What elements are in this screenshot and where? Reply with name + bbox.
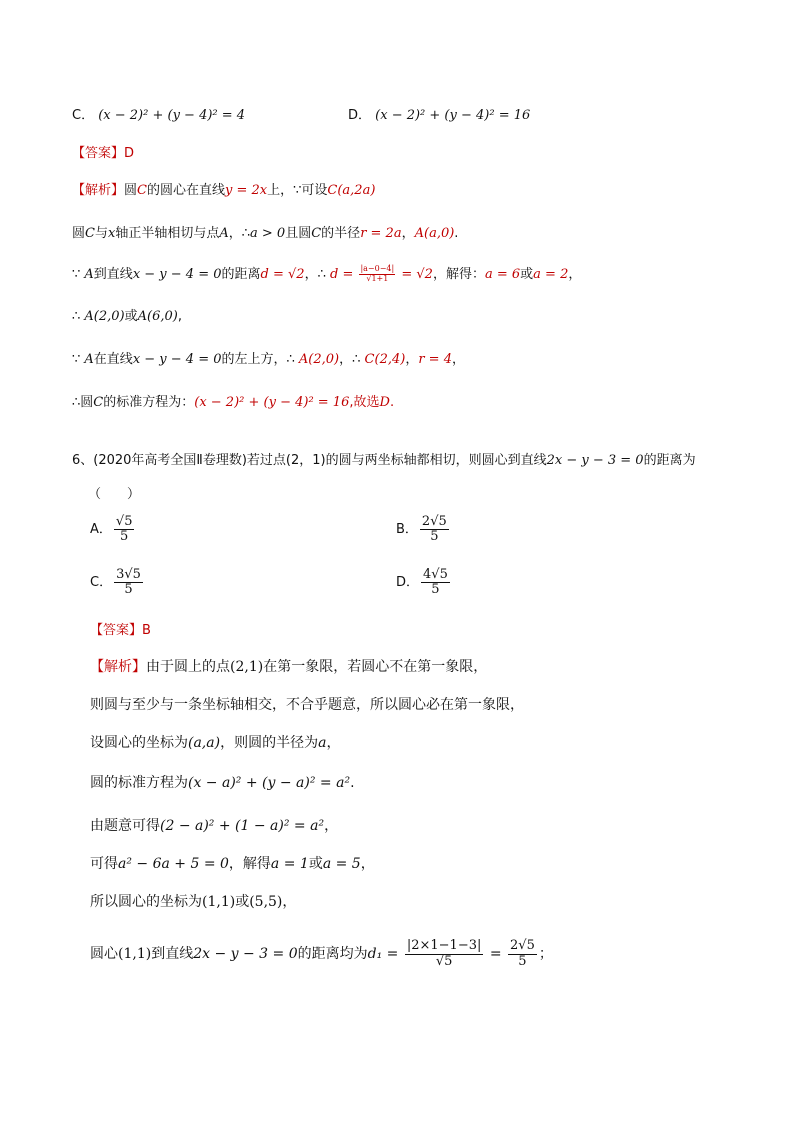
- math: d = √2: [260, 266, 305, 282]
- text: 与: [94, 226, 108, 241]
- question-6-paren: （ ）: [88, 487, 141, 502]
- option-fraction: [114, 515, 135, 545]
- text: ，: [326, 735, 341, 751]
- q6-solution-line-2: 则圆与至少与一条坐标轴相交，不合乎题意，所以圆心必在第一象限，: [90, 697, 524, 713]
- math: C: [93, 395, 104, 410]
- q6-solution-line-4: [90, 774, 355, 792]
- math: a = 6: [484, 266, 521, 282]
- math: a > 0: [250, 226, 286, 241]
- numerator: 3√5: [116, 566, 141, 582]
- q6-option-a: [90, 510, 136, 550]
- math: A(2,0): [84, 309, 125, 324]
- q6-solution-line-1: [90, 658, 487, 676]
- numerator: |2×1−1−3|: [406, 938, 482, 954]
- text: ∵: [72, 266, 85, 282]
- answer-tag: 【答案】: [90, 623, 143, 638]
- prev-solution-line-3: [72, 265, 581, 284]
- math: (5,5): [249, 894, 283, 910]
- denominator: 5: [431, 582, 440, 597]
- math: (2 − a)² + (1 − a)² = a²: [160, 818, 325, 834]
- math: a = 1: [270, 856, 309, 872]
- text: 上，∵可设: [267, 183, 328, 198]
- math: a² − 6a + 5 = 0: [118, 856, 229, 872]
- option-label: A．: [90, 522, 112, 537]
- option-label: C．: [90, 575, 113, 590]
- text: ∴圆: [72, 395, 94, 410]
- prev-solution-line-1: [72, 182, 375, 200]
- text: .: [350, 775, 355, 791]
- math: A: [219, 226, 229, 241]
- text: 的半径: [321, 226, 361, 241]
- text: 可得: [90, 856, 118, 872]
- math: D: [379, 395, 390, 410]
- text: 设圆心的坐标为: [90, 735, 188, 751]
- math: d₁ =: [367, 946, 403, 962]
- denominator: 5: [124, 582, 133, 597]
- text: 由于圆上的点: [146, 659, 230, 675]
- prev-answer: [72, 145, 134, 163]
- q6-option-d: [396, 563, 452, 603]
- denominator: 5: [518, 953, 527, 969]
- option-c-expression: (x − 2)² + (y − 4)² = 4: [98, 108, 246, 123]
- solution-tag: 【解析】: [72, 183, 125, 198]
- math: a = 2: [533, 266, 569, 282]
- text: .: [454, 226, 459, 241]
- denominator: √5: [435, 953, 453, 969]
- q6-solution-line-5: [90, 817, 338, 835]
- option-fraction: [421, 568, 450, 598]
- math: A(a,0): [414, 226, 455, 241]
- text: .: [389, 395, 395, 410]
- option-label: D．: [396, 575, 420, 590]
- text: ，: [324, 818, 339, 834]
- text: 圆心: [90, 946, 118, 962]
- math: C(2,4): [364, 352, 406, 367]
- text: ，∴: [339, 352, 365, 367]
- text: 的圆心在直线: [146, 183, 225, 198]
- math: (1,1): [118, 946, 152, 962]
- text: 所以圆心的坐标为: [90, 894, 202, 910]
- math: r = 4: [418, 352, 452, 367]
- option-d: [348, 107, 530, 125]
- q6-option-c: [90, 563, 145, 603]
- math: C: [85, 226, 95, 241]
- answer-value: D: [124, 146, 135, 161]
- text: 在第一象限，若圆心不在第一象限，: [263, 659, 488, 675]
- text: 圆: [72, 226, 86, 241]
- stem-end: 的距离为: [643, 453, 696, 468]
- prev-solution-line-2: [72, 225, 458, 243]
- math: = √2: [397, 266, 433, 282]
- math: =: [485, 946, 507, 962]
- text: 且圆: [285, 226, 312, 241]
- math: a: [318, 735, 327, 751]
- q6-solution-line-8: [90, 930, 553, 978]
- math: (1,1): [202, 894, 236, 910]
- prev-solution-line-4: [72, 308, 182, 326]
- math: x: [107, 226, 116, 241]
- text: 圆的标准方程为: [90, 775, 188, 791]
- math: A(6,0): [137, 309, 178, 324]
- math: (a,a): [188, 735, 221, 751]
- math: C: [311, 226, 322, 241]
- math: (x − 2)² + (y − 4)² = 16: [194, 395, 350, 410]
- text: 或: [235, 894, 250, 910]
- math: (2,1): [230, 659, 264, 675]
- numerator: 2√5: [510, 938, 535, 954]
- text: 到直线: [93, 266, 133, 282]
- numerator: |a−0−4|: [360, 264, 395, 273]
- text: 的距离: [221, 266, 261, 282]
- option-label: B．: [396, 522, 418, 537]
- math: a = 5: [322, 856, 361, 872]
- text: ，∴: [304, 266, 330, 282]
- math: x − y − 4 = 0: [132, 266, 222, 282]
- text: 或: [520, 266, 534, 282]
- result-fraction: [508, 939, 537, 969]
- text: ，∴: [228, 226, 251, 241]
- text: ，: [568, 266, 582, 282]
- text: ，: [405, 352, 419, 367]
- text: 到直线: [151, 946, 194, 962]
- answer-value: B: [142, 623, 151, 638]
- distance-fraction: [405, 939, 484, 969]
- math: A: [84, 266, 94, 282]
- numerator: 2√5: [421, 513, 447, 529]
- text: 轴正半轴相切与点: [115, 226, 220, 241]
- answer-tag: 【答案】: [72, 146, 125, 161]
- text: 圆: [124, 183, 138, 198]
- text: ，: [282, 894, 297, 910]
- numerator: 4√5: [423, 566, 448, 582]
- option-c-label: C．: [72, 108, 95, 123]
- text: ，: [360, 856, 375, 872]
- math: C: [137, 183, 147, 198]
- q6-solution-line-6: [90, 855, 375, 873]
- text: ，: [451, 352, 465, 367]
- text: 在直线: [93, 352, 133, 367]
- math: A(2,0): [298, 352, 340, 367]
- text: ,: [177, 309, 182, 324]
- option-d-label: D．: [348, 108, 372, 123]
- distance-fraction: [359, 265, 395, 284]
- math: C(a,2a): [327, 183, 376, 198]
- text: ,故选: [349, 395, 380, 410]
- text: ；: [538, 946, 553, 962]
- text: ∴: [72, 309, 85, 324]
- math: x − y − 4 = 0: [132, 352, 222, 367]
- prev-solution-line-6: [72, 394, 394, 412]
- text: 由题意可得: [90, 818, 160, 834]
- q6-option-b: [396, 510, 451, 550]
- text: ，解得：: [432, 266, 485, 282]
- text: 的距离均为: [297, 946, 368, 962]
- denominator: 5: [120, 529, 129, 544]
- q6-solution-line-3: [90, 734, 340, 752]
- option-fraction: [114, 568, 143, 598]
- math: r = 2a: [360, 226, 402, 241]
- denominator: 5: [430, 529, 439, 544]
- q6-solution-line-7: [90, 893, 296, 911]
- math: d =: [329, 266, 358, 282]
- math: y = 2x: [225, 183, 268, 198]
- option-c: [72, 107, 245, 125]
- text: ，: [401, 226, 415, 241]
- numerator: √5: [115, 513, 133, 529]
- option-d-expression: (x − 2)² + (y − 4)² = 16: [375, 108, 531, 123]
- text: 的标准方程为：: [103, 395, 195, 410]
- option-fraction: [420, 515, 449, 545]
- math: 2x − y − 3 = 0: [193, 946, 298, 962]
- text: 的左上方，∴: [221, 352, 299, 367]
- math: A: [84, 352, 94, 367]
- q6-answer: [90, 622, 151, 640]
- prev-solution-line-5: [72, 351, 465, 369]
- solution-tag: 【解析】: [90, 659, 146, 675]
- line-equation: 2x − y − 3 = 0: [546, 453, 644, 468]
- question-6-stem: [72, 452, 696, 470]
- text: 或: [124, 309, 138, 324]
- stem-text: 6、(2020年高考全国Ⅱ卷理数)若过点(2，1)的圆与两坐标轴都相切，则圆心到直线: [72, 453, 547, 468]
- text: ，则圆的半径为: [220, 735, 319, 751]
- text: ，解得: [228, 856, 271, 872]
- math: (x − a)² + (y − a)² = a²: [188, 775, 351, 791]
- denominator: √1+1: [366, 273, 389, 283]
- text: ∵: [72, 352, 85, 367]
- text: 或: [308, 856, 323, 872]
